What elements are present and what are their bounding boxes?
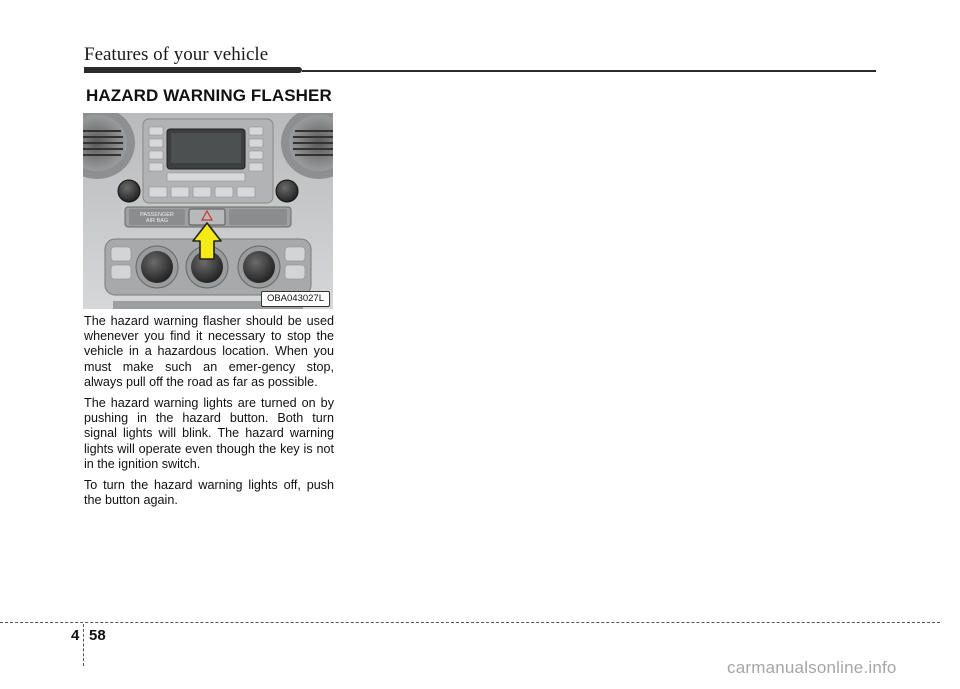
watermark: carmanualsonline.info — [727, 658, 897, 677]
volume-knob — [118, 180, 140, 202]
page-number: 58 — [89, 627, 106, 644]
footer-divider — [83, 624, 84, 666]
figure-code: OBA043027L — [261, 291, 330, 307]
body-text — [84, 314, 334, 514]
section-title: HAZARD WARNING FLASHER — [86, 86, 332, 105]
svg-text:PASSENGER: PASSENGER — [140, 212, 174, 218]
tune-knob — [276, 180, 298, 202]
paragraph: To turn the hazard warning lights off, push the button again. — [84, 478, 334, 508]
audio-unit — [143, 119, 273, 203]
footer-rule — [0, 622, 940, 623]
paragraph: The hazard warning lights are turned on by pushing in the hazard button. Both turn signal lights will blink. The hazard warning lights will operate even though the key is not in the ignition switch. — [84, 396, 334, 471]
chapter-number: 4 — [71, 627, 80, 644]
header-rule-thin — [302, 70, 876, 72]
svg-text:AIR BAG: AIR BAG — [145, 218, 169, 224]
paragraph: The hazard warning flasher should be used whenever you find it necessary to stop the vehicle in a hazardous location. When you must make such an emer-gency stop, always pull off the road as far as possible. — [84, 314, 334, 389]
hazard-figure — [83, 113, 333, 309]
page-header-title: Features of your vehicle — [84, 44, 269, 65]
header-rule-thick — [84, 67, 302, 73]
dashboard-illustration — [83, 113, 333, 309]
